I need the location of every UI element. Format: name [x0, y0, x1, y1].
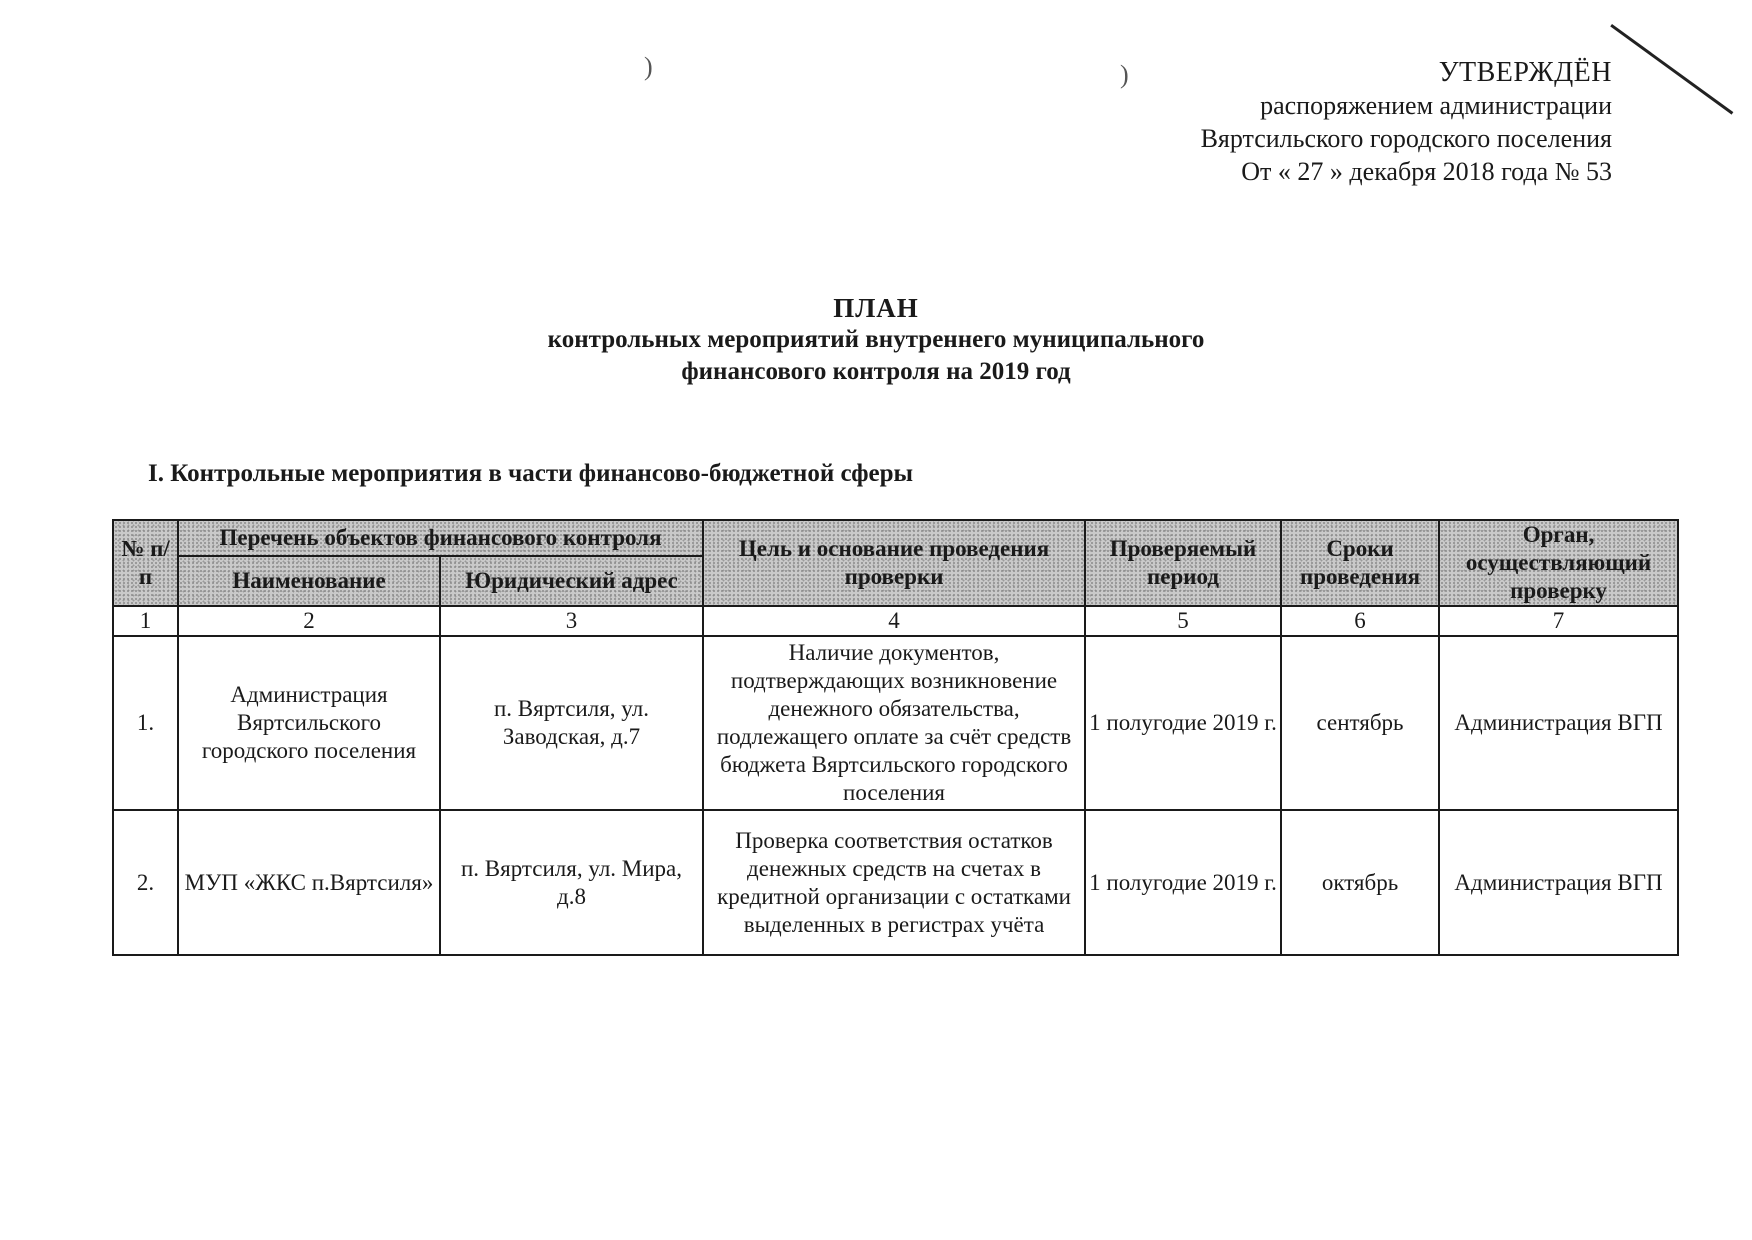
column-number: 1 [113, 606, 178, 636]
column-number: 6 [1281, 606, 1439, 636]
inspection-authority: Администрация ВГП [1439, 810, 1678, 955]
table-row [113, 810, 1678, 955]
inspection-goal: Проверка соответствия остатков денежных средств на счетах в кредитной организации с остатками выделенных в регистрах учёта [703, 810, 1085, 955]
scan-artifact-mark: ) [1120, 60, 1129, 89]
approval-title: УТВЕРЖДЁН [1438, 57, 1612, 88]
object-name: МУП «ЖКС п.Вяртсиля» [178, 810, 440, 955]
inspection-period: 1 полугодие 2019 г. [1085, 636, 1281, 810]
scan-artifact-mark: ) [644, 52, 653, 81]
inspection-goal: Наличие документов, подтверждающих возникновение денежного обязательства, подлежащего оплате за счёт средств бюджета Вяртсильского городского поселения [703, 636, 1085, 810]
header-authority: Орган, осуществляющий проверку [1439, 520, 1678, 606]
object-address: п. Вяртсиля, ул. Мира, д.8 [440, 810, 703, 955]
plan-subtitle-line-1: контрольных мероприятий внутреннего муниципального [547, 326, 1205, 353]
control-plan-table [112, 519, 1679, 956]
object-address: п. Вяртсиля, ул. Заводская, д.7 [440, 636, 703, 810]
table-header-row [113, 520, 1678, 556]
corner-diagonal-line [1610, 24, 1733, 115]
column-number: 2 [178, 606, 440, 636]
header-number: № п/п [113, 520, 178, 606]
approval-line-3: От « 27 » декабря 2018 года № 53 [1241, 157, 1612, 186]
column-number: 3 [440, 606, 703, 636]
header-objects-group: Перечень объектов финансового контроля [178, 520, 703, 556]
inspection-period: 1 полугодие 2019 г. [1085, 810, 1281, 955]
approval-block [1201, 56, 1612, 188]
inspection-dates: октябрь [1281, 810, 1439, 955]
approval-line-2: Вяртсильского городского поселения [1200, 124, 1612, 153]
column-number: 4 [703, 606, 1085, 636]
column-number: 5 [1085, 606, 1281, 636]
inspection-dates: сентябрь [1281, 636, 1439, 810]
header-goal: Цель и основание проведения проверки [703, 520, 1085, 606]
header-name: Наименование [178, 556, 440, 606]
plan-title: ПЛАН [833, 293, 919, 323]
section-title: I. Контрольные мероприятия в части финансово-бюджетной сферы [148, 460, 914, 487]
header-address: Юридический адрес [440, 556, 703, 606]
header-dates: Сроки проведения [1281, 520, 1439, 606]
object-name: Администрация Вяртсильского городского поселения [178, 636, 440, 810]
plan-subtitle-line-2: финансового контроля на 2019 год [681, 358, 1071, 385]
column-number: 7 [1439, 606, 1678, 636]
header-period: Проверяемый период [1085, 520, 1281, 606]
approval-line-1: распоряжением администрации [1260, 91, 1612, 120]
table-row [113, 636, 1678, 810]
row-number: 2. [113, 810, 178, 955]
inspection-authority: Администрация ВГП [1439, 636, 1678, 810]
plan-heading [0, 292, 1752, 388]
column-number-row [113, 606, 1678, 636]
row-number: 1. [113, 636, 178, 810]
